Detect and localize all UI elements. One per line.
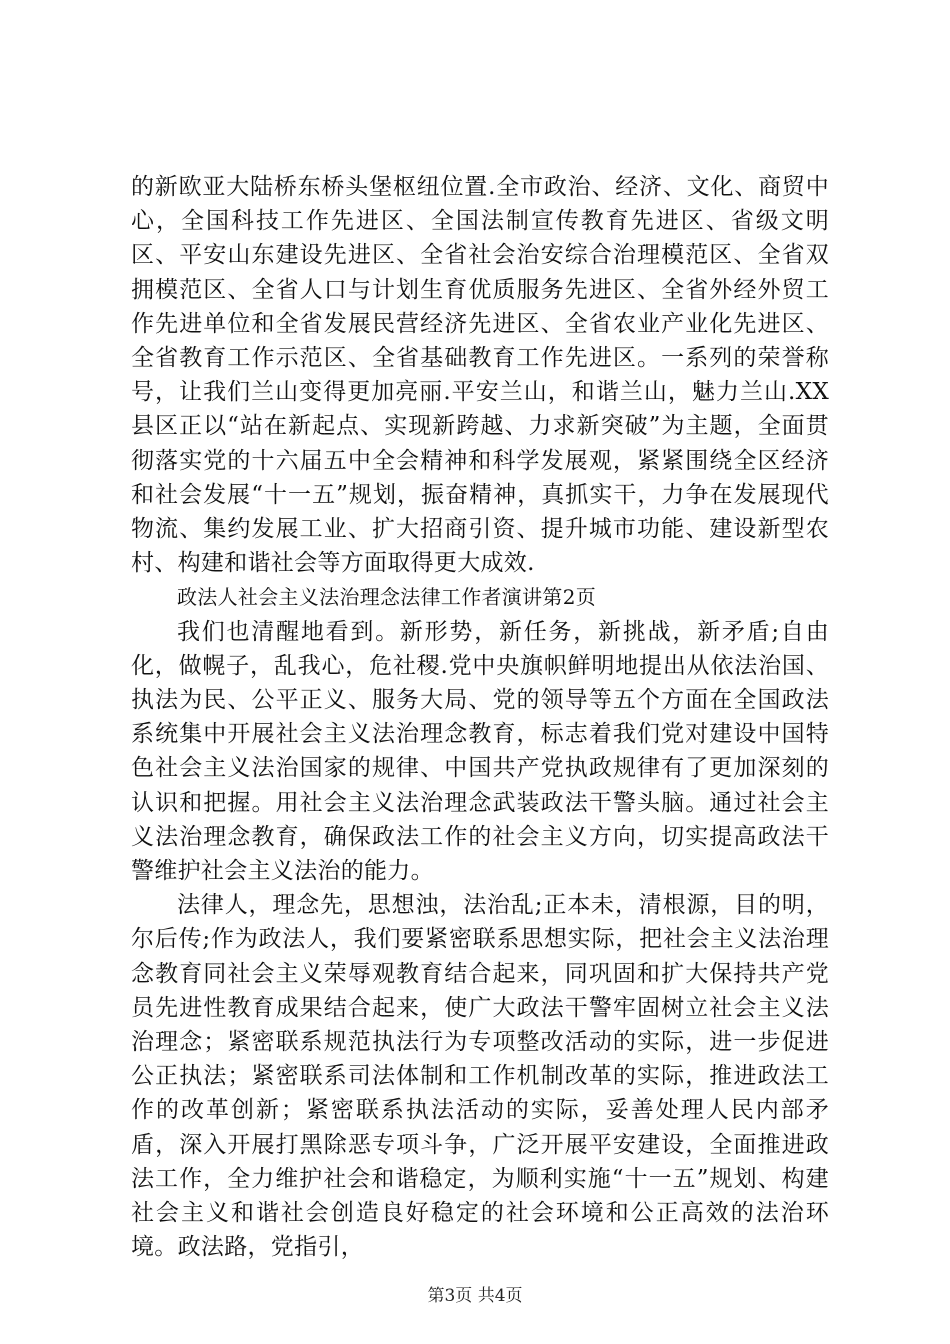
section-heading: 政法人社会主义法治理念法律工作者演讲第2页	[177, 585, 597, 610]
page-footer: 第3页 共4页	[427, 1286, 523, 1306]
paragraph: 我们也清醒地看到。新形势，新任务，新挑战，新矛盾;自由化，做幌子，乱我心，危社稷.党中央旗帜鲜明地提出从依法治国、执法为民、公平正义、服务大局、党的领导等五个方面在全国政法系统集中开展社会主义法治理念教育，标志着我们党对建设中国特色社会主义法治国家的规律、中国共产党执政规律有了更加深刻的认识和把握。用社会主义法治理念武装政法干警头脑。通过社会主义法治理念教育，确保政法工作的社会主义方向，切实提高政法干警维护社会主义法治的能力。	[131, 618, 829, 885]
document-body	[131, 170, 829, 1265]
paragraph: 法律人，理念先，思想浊，法治乱;正本未，清根源，目的明，尔后传;作为政法人，我们要紧密联系思想实际，把社会主义法治理念教育同社会主义荣辱观教育结合起来，同巩固和扩大保持共产党员先进性教育成果结合起来，使广大政法干警牢固树立社会主义法治理念；紧密联系规范执法行为专项整改活动的实际，进一步促进公正执法；紧密联系司法体制和工作机制改革的实际，推进政法工作的改革创新；紧密联系执法活动的实际，妥善处理人民内部矛盾，深入开展打黑除恶专项斗争，广泛开展平安建设，全面推进政法工作，全力维护社会和谐稳定，为顺利实施“十一五”规划、构建社会主义和谐社会创造良好稳定的社会环境和公正高效的法治环境。政法路，党指引，	[131, 892, 829, 1261]
paragraph-continuation: 的新欧亚大陆桥东桥头堡枢纽位置.全市政治、经济、文化、商贸中心，全国科技工作先进区、全国法制宣传教育先进区、省级文明区、平安山东建设先进区、全省社会治安综合治理模范区、全省双拥模范区、全省人口与计划生育优质服务先进区、全省外经外贸工作先进单位和全省发展民营经济先进区、全省农业产业化先进区、全省教育工作示范区、全省基础教育工作先进区。一系列的荣誉称号，让我们兰山变得更加亮丽.平安兰山，和谐兰山，魅力兰山.XX县区正以“站在新起点、实现新跨越、力求新突破”为主题，全面贯彻落实党的十六届五中全会精神和科学发展观，紧紧围绕全区经济和社会发展“十一五”规划，振奋精神，真抓实干，力争在发展现代物流、集约发展工业、扩大招商引资、提升城市功能、建设新型农村、构建和谐社会等方面取得更大成效.	[131, 174, 829, 577]
